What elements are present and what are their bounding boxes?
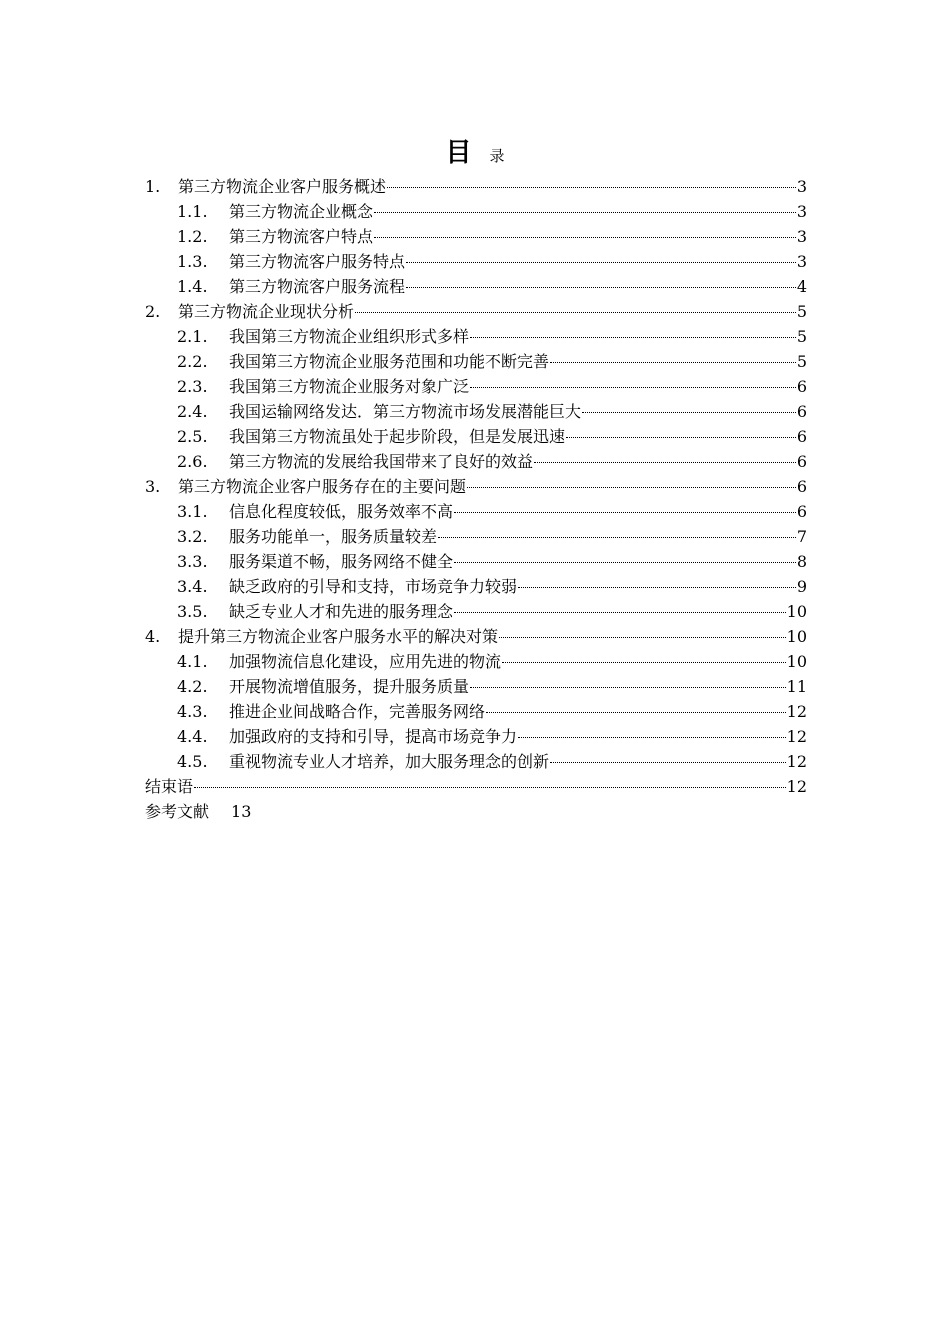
toc-entry[interactable]	[145, 499, 807, 524]
toc-dot-leader	[550, 762, 786, 763]
toc-entry-title: 第三方物流客户服务流程	[229, 277, 406, 296]
toc-entry[interactable]	[145, 549, 807, 574]
toc-dot-leader	[454, 512, 796, 513]
toc-entry-page-number: 6	[796, 402, 807, 421]
toc-dot-leader	[470, 387, 796, 388]
toc-dot-leader	[566, 437, 796, 438]
toc-entry-page-number: 6	[796, 477, 807, 496]
toc-entry-title: 加强物流信息化建设，应用先进的物流	[229, 652, 502, 671]
toc-entry-title: 第三方物流客户特点	[229, 227, 374, 246]
toc-entry-page-number: 5	[796, 352, 807, 371]
toc-entry[interactable]	[145, 249, 807, 274]
toc-entry-page-number: 9	[796, 577, 807, 596]
toc-entry-number: 2.4.	[177, 402, 208, 421]
toc-entry-number: 1.2.	[177, 227, 208, 246]
toc-entry[interactable]	[145, 699, 807, 724]
toc-entry[interactable]	[145, 274, 807, 299]
toc-entry-number: 2.6.	[177, 452, 208, 471]
toc-entry[interactable]	[145, 649, 807, 674]
toc-title-main: 目	[445, 138, 472, 168]
toc-entry-title: 我国第三方物流企业服务范围和功能不断完善	[229, 352, 550, 371]
toc-entry-number: 2.5.	[177, 427, 208, 446]
toc-entry-number: 4.	[145, 627, 161, 646]
toc-entry-title: 我国第三方物流虽处于起步阶段，但是发展迅速	[229, 427, 566, 446]
toc-dot-leader	[406, 262, 796, 263]
toc-entry[interactable]	[145, 174, 807, 199]
toc-entry-title: 重视物流专业人才培养，加大服务理念的创新	[229, 752, 550, 771]
toc-entry-title: 缺乏专业人才和先进的服务理念	[229, 602, 454, 621]
toc-entry[interactable]	[145, 474, 807, 499]
toc-entry-number: 2.2.	[177, 352, 208, 371]
toc-entry[interactable]	[145, 524, 807, 549]
toc-entry-title: 信息化程度较低，服务效率不高	[229, 502, 454, 521]
toc-entry-page-number: 10	[786, 602, 807, 621]
table-of-contents	[145, 174, 807, 824]
toc-entry[interactable]	[145, 624, 807, 649]
toc-entry-number: 2.	[145, 302, 161, 321]
toc-entry-page-number: 12	[786, 727, 807, 746]
toc-entry-page-number: 3	[796, 177, 807, 196]
toc-dot-leader	[467, 487, 796, 488]
toc-dot-leader	[454, 612, 786, 613]
toc-dot-leader	[406, 287, 796, 288]
toc-entry[interactable]	[145, 749, 807, 774]
toc-dot-leader	[387, 187, 796, 188]
toc-entry-page-number: 5	[796, 327, 807, 346]
toc-entry[interactable]	[145, 199, 807, 224]
toc-title	[0, 132, 950, 169]
toc-entry-page-number: 12	[786, 702, 807, 721]
toc-entry-title: 第三方物流企业现状分析	[178, 302, 355, 321]
toc-entry-number: 4.2.	[177, 677, 208, 696]
toc-entry-title: 提升第三方物流企业客户服务水平的解决对策	[178, 627, 499, 646]
toc-entry-page-number: 3	[796, 202, 807, 221]
toc-entry-page-number: 5	[796, 302, 807, 321]
toc-dot-leader	[550, 362, 796, 363]
toc-entry-number: 1.3.	[177, 252, 208, 271]
toc-entry-title: 加强政府的支持和引导，提高市场竞争力	[229, 727, 518, 746]
toc-entry-number: 4.4.	[177, 727, 208, 746]
toc-entry-number: 3.	[145, 477, 161, 496]
toc-dot-leader	[438, 537, 796, 538]
toc-dot-leader	[499, 637, 786, 638]
toc-entry-number: 1.	[145, 177, 161, 196]
toc-title-sub: 录	[489, 147, 505, 165]
toc-dot-leader	[194, 787, 786, 788]
toc-entry[interactable]	[145, 424, 807, 449]
toc-entry-page-number: 13	[231, 802, 252, 821]
toc-entry-title: 第三方物流企业客户服务概述	[178, 177, 387, 196]
toc-entry-number: 1.4.	[177, 277, 208, 296]
toc-entry-page-number: 4	[796, 277, 807, 296]
toc-dot-leader	[374, 212, 796, 213]
toc-entry-title: 服务渠道不畅，服务网络不健全	[229, 552, 454, 571]
toc-entry[interactable]	[145, 349, 807, 374]
toc-entry-number: 3.1.	[177, 502, 208, 521]
toc-dot-leader	[518, 737, 786, 738]
toc-entry-number: 1.1.	[177, 202, 208, 221]
toc-entry-title: 结束语	[145, 777, 194, 796]
toc-dot-leader	[355, 312, 796, 313]
toc-entry-title: 第三方物流的发展给我国带来了良好的效益	[229, 452, 534, 471]
toc-entry-page-number: 12	[786, 777, 807, 796]
toc-entry-page-number: 3	[796, 252, 807, 271]
toc-entry-title: 参考文献	[145, 802, 210, 821]
toc-dot-leader	[518, 587, 796, 588]
toc-entry[interactable]	[145, 724, 807, 749]
toc-entry-title: 我国第三方物流企业组织形式多样	[229, 327, 470, 346]
toc-dot-leader	[374, 237, 796, 238]
toc-dot-leader	[582, 412, 796, 413]
toc-entry-number: 4.1.	[177, 652, 208, 671]
toc-entry[interactable]	[145, 299, 807, 324]
toc-dot-leader	[486, 712, 786, 713]
toc-entry-number: 2.3.	[177, 377, 208, 396]
toc-entry-number: 3.2.	[177, 527, 208, 546]
toc-entry-number: 3.3.	[177, 552, 208, 571]
toc-entry-page-number: 12	[786, 752, 807, 771]
toc-entry-number: 3.4.	[177, 577, 208, 596]
toc-entry-number: 4.5.	[177, 752, 208, 771]
toc-entry[interactable]	[145, 224, 807, 249]
toc-entry-page-number: 7	[796, 527, 807, 546]
toc-dot-leader	[534, 462, 796, 463]
toc-entry-page-number: 6	[796, 377, 807, 396]
toc-dot-leader	[502, 662, 786, 663]
toc-entry[interactable]	[145, 324, 807, 349]
toc-entry-page-number: 6	[796, 427, 807, 446]
toc-entry[interactable]	[145, 674, 807, 699]
toc-entry[interactable]	[145, 574, 807, 599]
toc-entry-number: 3.5.	[177, 602, 208, 621]
toc-entry-page-number: 6	[796, 452, 807, 471]
toc-entry-page-number: 10	[786, 627, 807, 646]
toc-entry-title: 我国第三方物流企业服务对象广泛	[229, 377, 470, 396]
toc-entry-title: 第三方物流客户服务特点	[229, 252, 406, 271]
toc-dot-leader	[470, 687, 786, 688]
toc-entry[interactable]	[145, 374, 807, 399]
toc-entry[interactable]	[145, 599, 807, 624]
toc-entry-page-number: 8	[796, 552, 807, 571]
toc-entry-title: 推进企业间战略合作，完善服务网络	[229, 702, 486, 721]
toc-entry-title: 我国运输网络发达．第三方物流市场发展潜能巨大	[229, 402, 582, 421]
toc-dot-leader	[454, 562, 796, 563]
toc-entry[interactable]	[145, 399, 807, 424]
toc-entry-page-number: 6	[796, 502, 807, 521]
toc-entry-title: 开展物流增值服务，提升服务质量	[229, 677, 470, 696]
toc-entry-number: 2.1.	[177, 327, 208, 346]
toc-entry[interactable]	[145, 799, 807, 824]
toc-entry-page-number: 11	[786, 677, 807, 696]
toc-entry[interactable]	[145, 774, 807, 799]
toc-entry-title: 缺乏政府的引导和支持，市场竞争力较弱	[229, 577, 518, 596]
toc-dot-leader	[470, 337, 796, 338]
toc-entry-title: 第三方物流企业客户服务存在的主要问题	[178, 477, 467, 496]
toc-entry[interactable]	[145, 449, 807, 474]
toc-entry-title: 服务功能单一，服务质量较差	[229, 527, 438, 546]
toc-entry-page-number: 10	[786, 652, 807, 671]
toc-entry-page-number: 3	[796, 227, 807, 246]
toc-entry-number: 4.3.	[177, 702, 208, 721]
toc-entry-title: 第三方物流企业概念	[229, 202, 374, 221]
